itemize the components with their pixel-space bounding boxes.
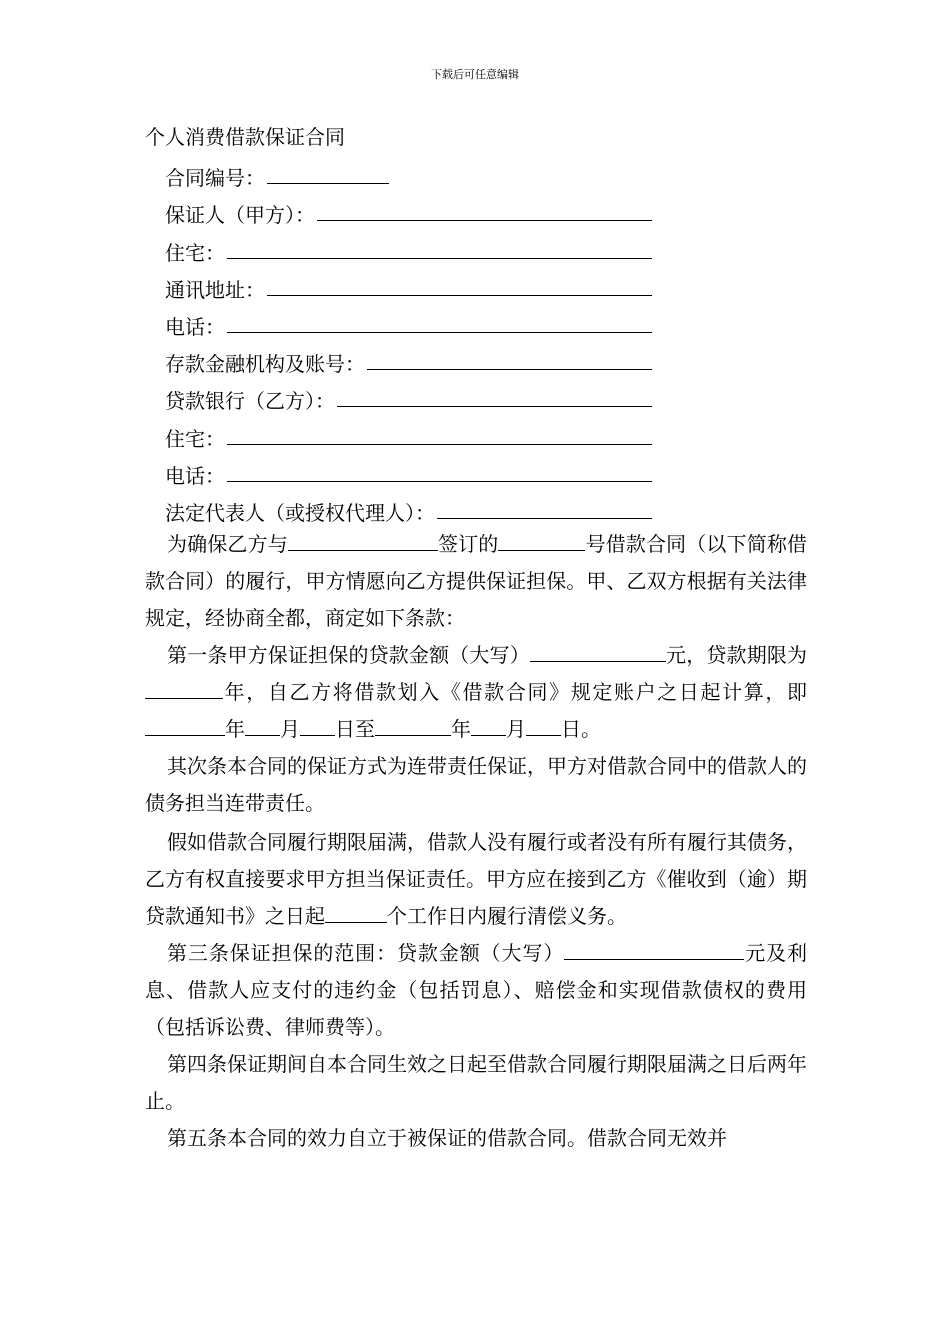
blank-line (337, 406, 652, 407)
blank-line (227, 444, 652, 445)
field-lender-phone (145, 452, 652, 489)
field-contract-number (145, 154, 652, 191)
blank-line (145, 734, 225, 736)
field-label: 电话： (165, 314, 225, 339)
blank-line (471, 734, 506, 736)
field-guarantor-phone (145, 303, 652, 340)
field-label: 住宅： (165, 240, 225, 265)
field-bank-account (145, 340, 652, 377)
blank-line (300, 734, 335, 736)
field-lender-bank (145, 377, 652, 414)
field-label: 贷款银行（乙方）： (165, 389, 335, 414)
field-label: 法定代表人（或授权代理人）： (165, 500, 435, 525)
field-legal-representative (145, 489, 652, 526)
article-4: 第四条保证期间自本合同生效之日起至借款合同履行期限届满之日后两年止。 (145, 1051, 807, 1113)
blank-line (564, 958, 744, 960)
field-label: 合同编号： (165, 166, 265, 191)
blank-line (145, 697, 223, 699)
blank-line (227, 332, 652, 333)
header-note: 下载后可任意编辑 (431, 68, 519, 81)
document-title: 个人消费借款保证合同 (145, 125, 345, 149)
field-label: 保证人（甲方）： (165, 203, 315, 228)
blank-line (375, 734, 451, 736)
field-label: 通讯地址： (165, 277, 265, 302)
article-3: 第三条保证担保的范围：贷款金额（大写） 元及利息、借款人应支付的违约金（包括罚息）、赔偿金和实现借款债权的费用（包括诉讼费、律师费等）。 (145, 940, 808, 1039)
field-label: 住宅： (165, 426, 225, 451)
blank-line (267, 183, 389, 184)
blank-line (267, 295, 652, 296)
blank-line (245, 734, 280, 736)
party-fields (145, 154, 807, 526)
blank-line (498, 549, 585, 551)
contract-page (145, 122, 807, 1157)
blank-line (530, 660, 666, 662)
field-mailing-address (145, 266, 652, 303)
blank-line (437, 518, 652, 519)
blank-line (526, 734, 561, 736)
field-label: 存款金融机构及账号： (165, 352, 365, 377)
intro-paragraph: 为确保乙方与 签订的 号借款合同（以下简称借款合同）的履行，甲方情愿向乙方提供保证担保。甲、乙双方根据有关法律规定，经协商全都，商定如下条款： (145, 531, 808, 630)
blank-line (317, 220, 652, 221)
paragraph-default: 假如借款合同履行期限届满，借款人没有履行或者没有所有履行其债务，乙方有权直接要求甲方担当保证责任。甲方应在接到乙方《催收到（逾）期贷款通知书》之日起 个工作日内履行清偿义务。 (145, 829, 807, 928)
field-guarantor-residence (145, 228, 652, 265)
article-1: 第一条甲方保证担保的贷款金额（大写） 元，贷款期限为年，自乙方将借款划入《借款合同》规定账户之日起计算，即年 月 日至 年 月 日。 (145, 637, 807, 748)
article-2: 其次条本合同的保证方式为连带责任保证，甲方对借款合同中的借款人的债务担当连带责任。 (145, 753, 807, 815)
blank-line (367, 369, 652, 370)
field-guarantor (145, 191, 652, 228)
blank-line (325, 921, 387, 923)
blank-line (227, 258, 652, 259)
field-label: 电话： (165, 463, 225, 488)
article-5: 第五条本合同的效力自立于被保证的借款合同。借款合同无效并 (167, 1125, 727, 1150)
field-lender-residence (145, 414, 652, 451)
blank-line (227, 481, 652, 482)
blank-line (288, 549, 438, 551)
